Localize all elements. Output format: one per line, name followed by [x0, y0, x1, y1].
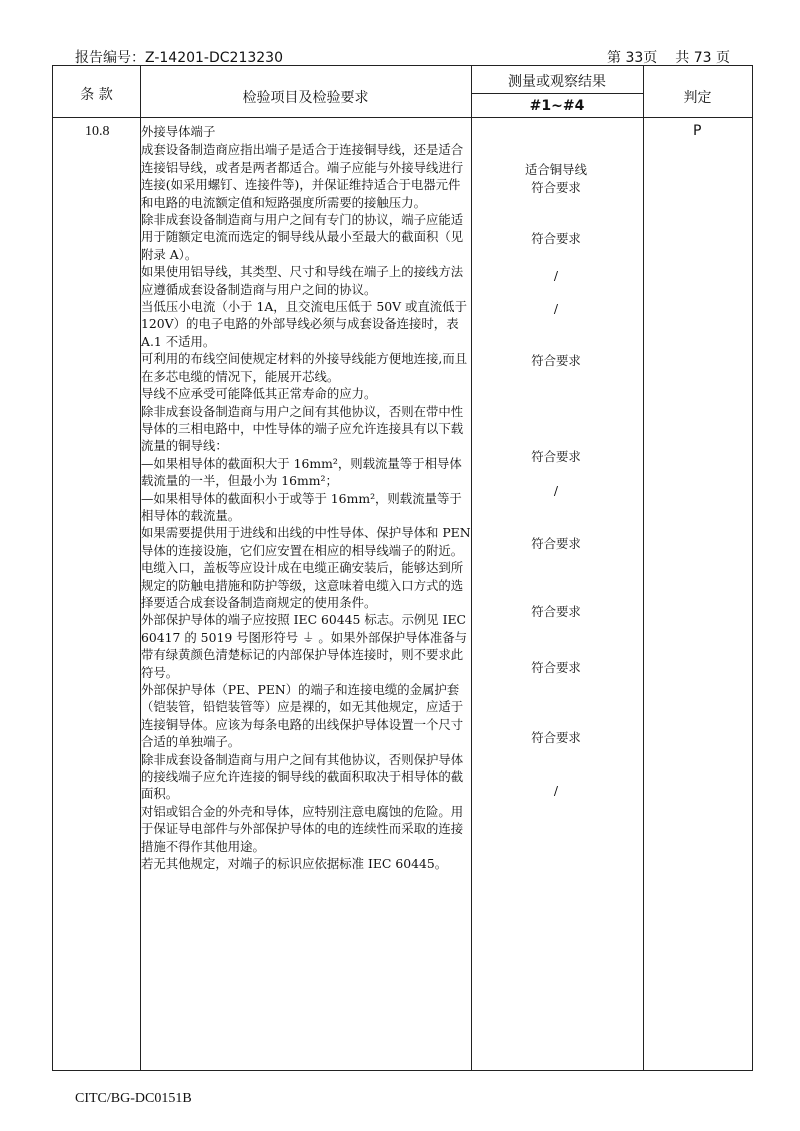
header-clause: 条 款: [80, 87, 113, 103]
requirement-paragraph: 成套设备制造商应指出端子是适合于连接铜导线，还是适合连接铝导线，或者是两者都适合。端子应能与外接导线进行连接(如采用螺钉、连接件等)，并保证维持适合于电器元件和电路的电流额定值和短路强度所需要的接触压力。: [141, 142, 464, 210]
item-title: 外接导体端子: [141, 124, 216, 139]
requirement-paragraph: —如果相导体的截面积大于 16mm²，则载流量等于相导体载流量的一半，但最小为 16mm²；: [141, 455, 462, 489]
requirement-paragraph: —如果相导体的截面积小于或等于 16mm²，则载流量等于相导体的载流量。: [141, 490, 462, 523]
result-value: 符合要求: [531, 180, 581, 195]
total-pages: 共 73 页: [675, 50, 730, 66]
footer-code: CITC/BG-DC0151B: [75, 1091, 192, 1106]
requirements-text: [141, 123, 471, 872]
result-value: /: [553, 483, 559, 498]
column-divider: [643, 66, 644, 1070]
result-value: 符合要求: [531, 449, 581, 464]
requirement-paragraph: 可利用的布线空间使规定材料的外接导线能方便地连接,而且在多芯电缆的情况下，能展开芯线。: [141, 351, 468, 384]
header-result: 测量或观察结果: [508, 74, 606, 90]
inspection-table: [52, 65, 753, 1071]
header-verdict: 判定: [683, 90, 712, 106]
requirement-paragraph: 除非成套设备制造商与用户之间有其他协议，否则在带中性导体的三相电路中，中性导体的端子应允许连接具有以下载流量的铜导线：: [141, 403, 464, 454]
result-value: /: [553, 268, 559, 283]
requirement-paragraph: 除非成套设备制造商与用户之间有专门的协议，端子应能适用于随额定电流而选定的铜导线从最小至最大的截面积（见附录 A）。: [141, 212, 464, 262]
requirement-paragraph: 对铝或铝合金的外壳和导体，应特别注意电腐蚀的危险。用于保证导电部件与外部保护导体的电的连续性而采取的连接措施不得作其他用途。: [141, 803, 464, 854]
result-value: 符合要求: [531, 536, 581, 551]
column-divider: [471, 66, 472, 1070]
result-value: 符合要求: [531, 231, 581, 246]
verdict: P: [693, 123, 702, 139]
result-value: 适合铜导线: [525, 162, 587, 177]
result-value: 符合要求: [531, 604, 581, 619]
report-number: 报告编号：Z-14201-DC213230: [75, 50, 283, 66]
requirement-paragraph: 导线不应承受可能降低其正常寿命的应力。: [141, 386, 377, 402]
header-subdivider: [471, 93, 643, 94]
page-number: 第 33页: [607, 50, 658, 66]
requirement-paragraph: 当低压小电流（小于 1A，且交流电压低于 50V 或直流低于 120V）的电子电路的外部导线必须与成套设备连接时，表 A.1 不适用。: [141, 299, 467, 349]
requirement-paragraph: 如果使用铝导线，其类型、尺寸和导线在端子上的接线方法应遵循成套设备制造商与用户之间的协议。: [141, 264, 464, 297]
requirement-paragraph: 外部保护导体的端子应按照 IEC 60445 标志。示例见 IEC 60417 的 5019 号图形符号 ⏚ 。如果外部保护导体准备与带有绿黄颜色清楚标记的内部保护导体连接时，则不要求此符号。: [141, 612, 468, 680]
clause-number: 10.8: [85, 124, 110, 139]
result-value: /: [553, 301, 559, 316]
result-value: 符合要求: [531, 660, 581, 675]
requirement-paragraph: 如果需要提供用于进线和出线的中性导体、保护导体和 PEN 导体的连接设施，它们应安置在相应的相导线端子的附近。电缆入口，盖板等应设计成在电缆正确安装后，能够达到所规定的防触电措施和防护等级，这意味着电缆入口方式的选择要适合成套设备制造商规定的使用条件。: [141, 525, 471, 610]
requirement-paragraph: 外部保护导体（PE、PEN）的端子和连接电缆的金属护套（铠装管，铅铠装管等）应是裸的，如无其他规定，应适于连接铜导体。应该为每条电路的出线保护导体设置一个尺寸合适的单独端子。: [141, 682, 464, 750]
page-indicator: [607, 47, 748, 67]
header-item: 检验项目及检验要求: [242, 90, 369, 106]
result-value: 符合要求: [531, 730, 581, 745]
header-divider: [53, 117, 752, 118]
header-result-sub: #1~#4: [529, 98, 585, 114]
requirement-paragraph: 若无其他规定，对端子的标识应依据标准 IEC 60445。: [141, 856, 448, 872]
result-value: 符合要求: [531, 353, 581, 368]
result-value: /: [553, 783, 559, 798]
requirement-paragraph: 除非成套设备制造商与用户之间有其他协议，否则保护导体的接线端子应允许连接的铜导线的截面积取决于相导体的截面积。: [141, 751, 464, 802]
